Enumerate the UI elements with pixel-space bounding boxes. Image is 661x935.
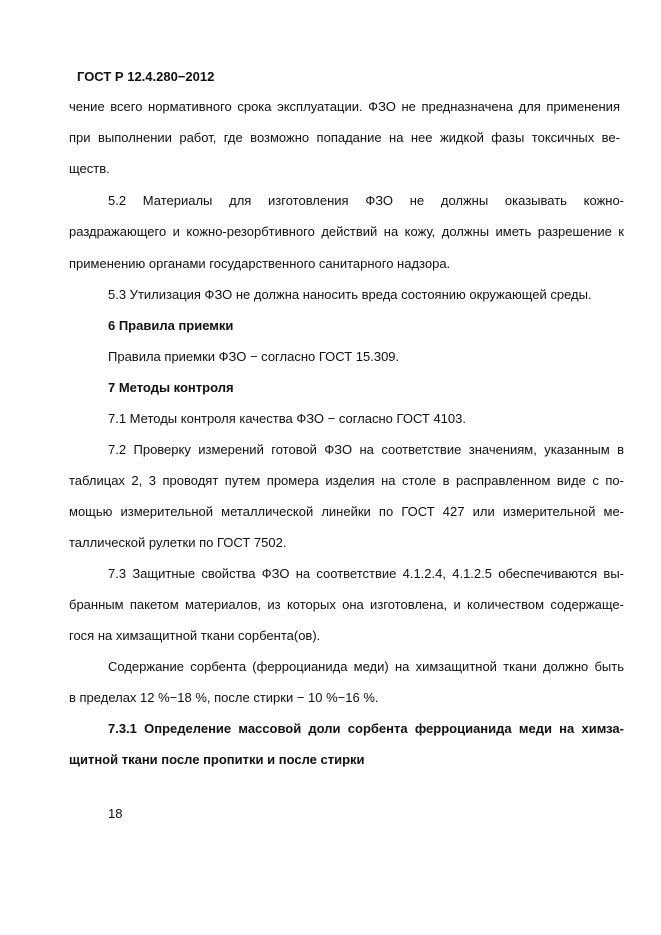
subsection-heading-7-3-1: 7.3.1 Определение массовой доли сорбента ферроцианида меди на химза- [108,721,624,736]
page-number: 18 [108,806,123,821]
text-line: таллической рулетки по ГОСТ 7502. [69,535,287,550]
text-line: Правила приемки ФЗО − согласно ГОСТ 15.309. [108,349,400,364]
paragraph-7-1: 7.1 Методы контроля качества ФЗО − согласно ГОСТ 4103. [108,411,466,426]
paragraph-5-2: 5.2 Материалы для изготовления ФЗО не должны оказывать кожно- [108,193,624,208]
text-line: мощью измерительной металлической линейки по ГОСТ 427 или измерительной ме- [69,504,624,519]
subsection-heading-7-3-1-cont: щитной ткани после пропитки и после стирки [69,752,365,767]
paragraph-sorbent-content: Содержание сорбента (ферроцианида меди) на химзащитной ткани должно быть [108,659,624,674]
paragraph-7-2: 7.2 Проверку измерений готовой ФЗО на соответствие значениям, указанным в [108,442,624,457]
paragraph-7-3: 7.3 Защитные свойства ФЗО на соответствие 4.1.2.4, 4.1.2.5 обеспечиваются вы- [108,566,624,581]
text-line: гося на химзащитной ткани сорбента(ов). [69,628,321,643]
text-line: в пределах 12 %−18 %, после стирки − 10 %−16 %. [69,690,379,705]
text-line: при выполнении работ, где возможно попадание на нее жидкой фазы токсичных ве- [69,130,620,145]
text-line: таблицах 2, 3 проводят путем промера изделия на столе в расправленном виде с по- [69,473,624,488]
text-line: раздражающего и кожно-резорбтивного действий на кожу, должны иметь разрешение к [69,224,624,239]
text-line: бранным пакетом материалов, из которых она изготовлена, и количеством содержаще- [69,597,624,612]
text-line: применению органами государственного санитарного надзора. [69,256,451,271]
text-line: ществ. [69,161,110,176]
document-header: ГОСТ Р 12.4.280−2012 [77,69,215,84]
paragraph-5-3: 5.3 Утилизация ФЗО не должна наносить вреда состоянию окружающей среды. [108,287,592,302]
text-line: чение всего нормативного срока эксплуатации. ФЗО не предназначена для применения [69,99,620,114]
section-heading-7: 7 Методы контроля [108,380,234,395]
section-heading-6: 6 Правила приемки [108,318,234,333]
